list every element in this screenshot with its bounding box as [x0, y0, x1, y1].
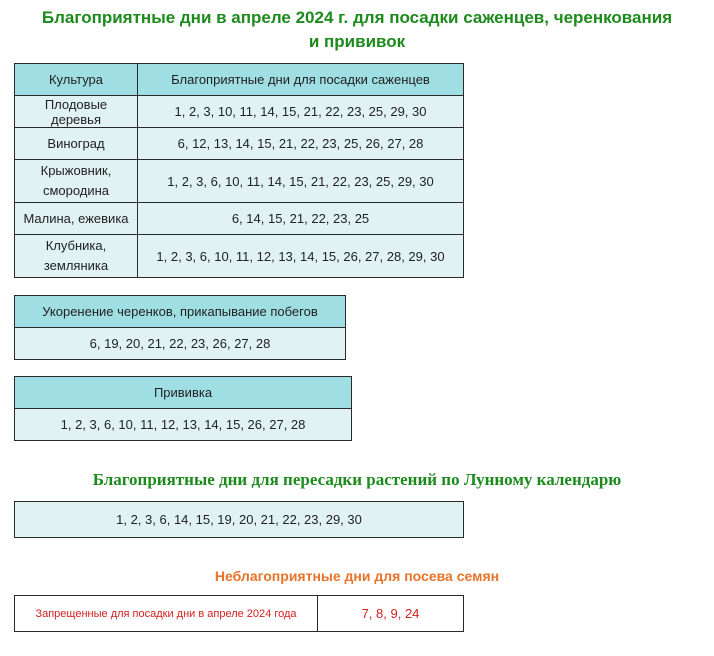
page-title: [0, 6, 714, 54]
transplant-days: 1, 2, 3, 6, 14, 15, 19, 20, 21, 22, 23, 29, 30: [15, 502, 464, 538]
page-title-line-2: и прививок: [308, 32, 406, 51]
table-row: [15, 328, 346, 360]
cuttings-days: 6, 19, 20, 21, 22, 23, 26, 27, 28: [15, 328, 346, 360]
table-row: [15, 96, 464, 128]
days-cell: 6, 12, 13, 14, 15, 21, 22, 23, 25, 26, 27, 28: [138, 128, 464, 160]
days-cell: 1, 2, 3, 6, 10, 11, 12, 13, 14, 15, 26, 27, 28, 29, 30: [138, 235, 464, 278]
table-row: [15, 235, 464, 278]
crop-cell: Клубника, земляника: [15, 235, 138, 278]
unfavorable-days: 7, 8, 9, 24: [318, 596, 464, 632]
crop-cell: Виноград: [15, 128, 138, 160]
days-cell: 6, 14, 15, 21, 22, 23, 25: [138, 203, 464, 235]
grafting-header: Прививка: [15, 377, 352, 409]
crop-cell: Крыжовник, смородина: [15, 160, 138, 203]
transplant-title: Благоприятные дни для пересадки растений по Лунному календарю: [92, 470, 622, 489]
table-row: [15, 502, 464, 538]
seedlings-table: [14, 63, 464, 278]
column-header-days: Благоприятные дни для посадки саженцев: [138, 64, 464, 96]
table-header-row: [15, 377, 352, 409]
grafting-days: 1, 2, 3, 6, 10, 11, 12, 13, 14, 15, 26, 27, 28: [15, 409, 352, 441]
days-cell: 1, 2, 3, 6, 10, 11, 14, 15, 21, 22, 23, 25, 29, 30: [138, 160, 464, 203]
unfavorable-title: Неблагоприятные дни для посева семян: [214, 568, 500, 584]
table-row: [15, 203, 464, 235]
column-header-crop: Культура: [15, 64, 138, 96]
cuttings-table: [14, 295, 346, 360]
page-title-line-1: Благоприятные дни в апреле 2024 г. для посадки саженцев, черенкования: [41, 8, 673, 27]
unfavorable-label: Запрещенные для посадки дни в апреле 2024 года: [15, 596, 318, 632]
grafting-table: [14, 376, 352, 441]
unfavorable-table: [14, 595, 464, 632]
crop-cell: Плодовые деревья: [15, 96, 138, 128]
cuttings-header: Укоренение черенков, прикапывание побегов: [15, 296, 346, 328]
table-row: [15, 160, 464, 203]
crop-cell: Малина, ежевика: [15, 203, 138, 235]
table-header-row: [15, 64, 464, 96]
days-cell: 1, 2, 3, 10, 11, 14, 15, 21, 22, 23, 25, 29, 30: [138, 96, 464, 128]
table-row: [15, 409, 352, 441]
table-header-row: [15, 296, 346, 328]
table-row: [15, 128, 464, 160]
table-row: [15, 596, 464, 632]
transplant-table: [14, 501, 464, 538]
